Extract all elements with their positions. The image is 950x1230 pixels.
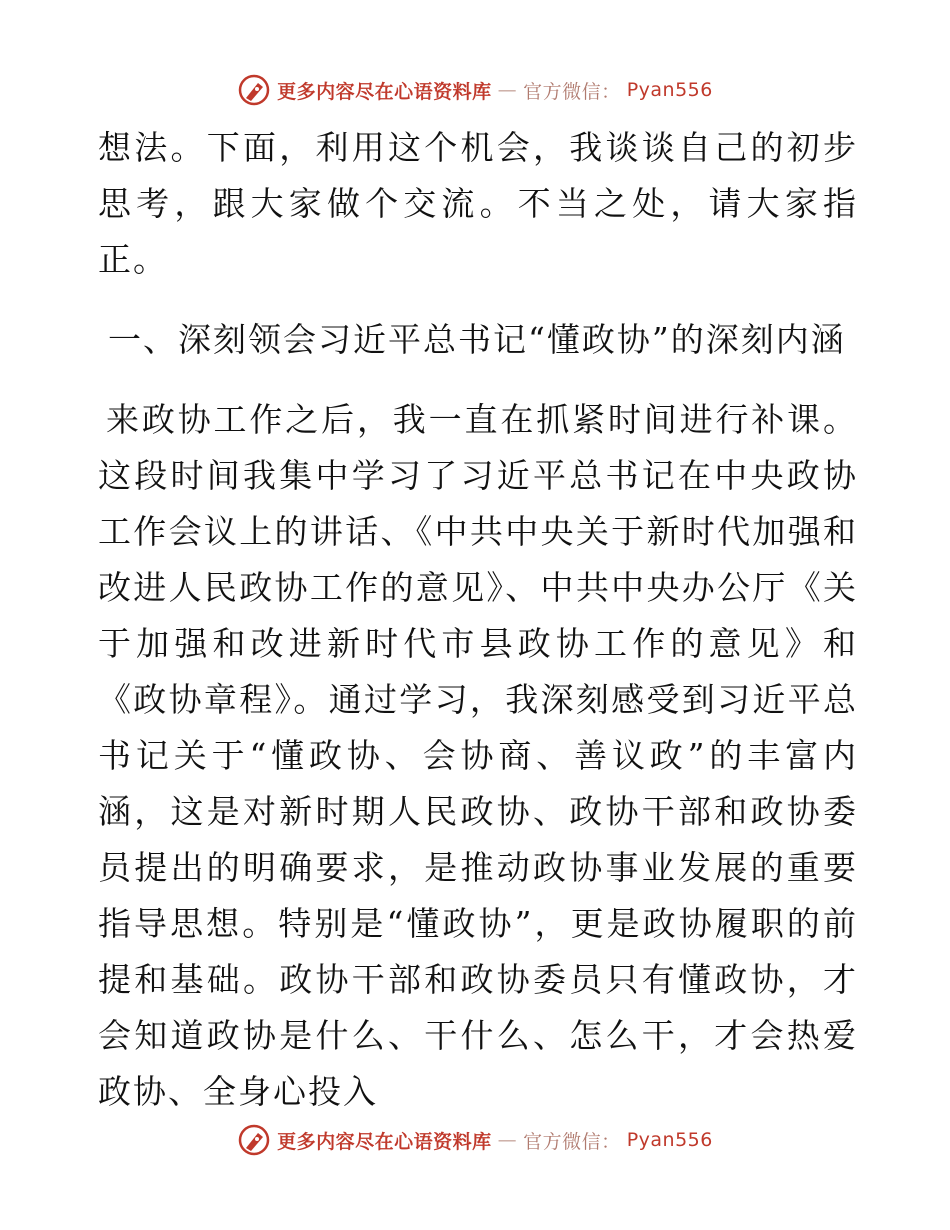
watermark-label: 官方微信： — [523, 80, 621, 103]
section-heading: 一、深刻领会习近平总书记“懂政协”的深刻内涵 — [108, 320, 846, 359]
watermark-wechat-id: Pyan556 — [626, 79, 713, 101]
header-watermark — [0, 70, 950, 110]
watermark-label: 官方微信： — [523, 1130, 621, 1153]
paragraph-continuation: 想法。下面，利用这个机会，我谈谈自己的初步思考，跟大家做个交流。不当之处，请大家指正。 — [98, 128, 858, 279]
pen-nib-icon — [237, 73, 271, 107]
footer-watermark — [0, 1120, 950, 1160]
paragraph-body: 来政协工作之后，我一直在抓紧时间进行补课。这段时间我集中学习了习近平总书记在中央政协工作会议上的讲话、《中共中央关于新时代加强和改进人民政协工作的意见》、中共中央办公厅《关于加强和改进新时代市县政协工作的意见》和《政协章程》。通过学习，我深刻感受到习近平总书记关于“懂政协、会协商、善议政”的丰富内涵，这是对新时期人民政协、政协干部和政协委员提出的明确要求，是推动政协事业发展的重要指导思想。特别是“懂政协”，更是政协履职的前提和基础。政协干部和政协委员只有懂政协，才会知道政协是什么、干什么、怎么干，才会热爱政协、全身心投入 — [98, 400, 858, 1111]
pen-nib-icon — [237, 1123, 271, 1157]
watermark-separator: — — [497, 1129, 518, 1151]
document-body — [98, 120, 858, 1120]
watermark-brand: 更多内容尽在心语资料库 — [277, 80, 492, 103]
watermark-wechat-id: Pyan556 — [626, 1129, 713, 1151]
watermark-separator: — — [497, 79, 518, 101]
watermark-brand: 更多内容尽在心语资料库 — [277, 1130, 492, 1153]
